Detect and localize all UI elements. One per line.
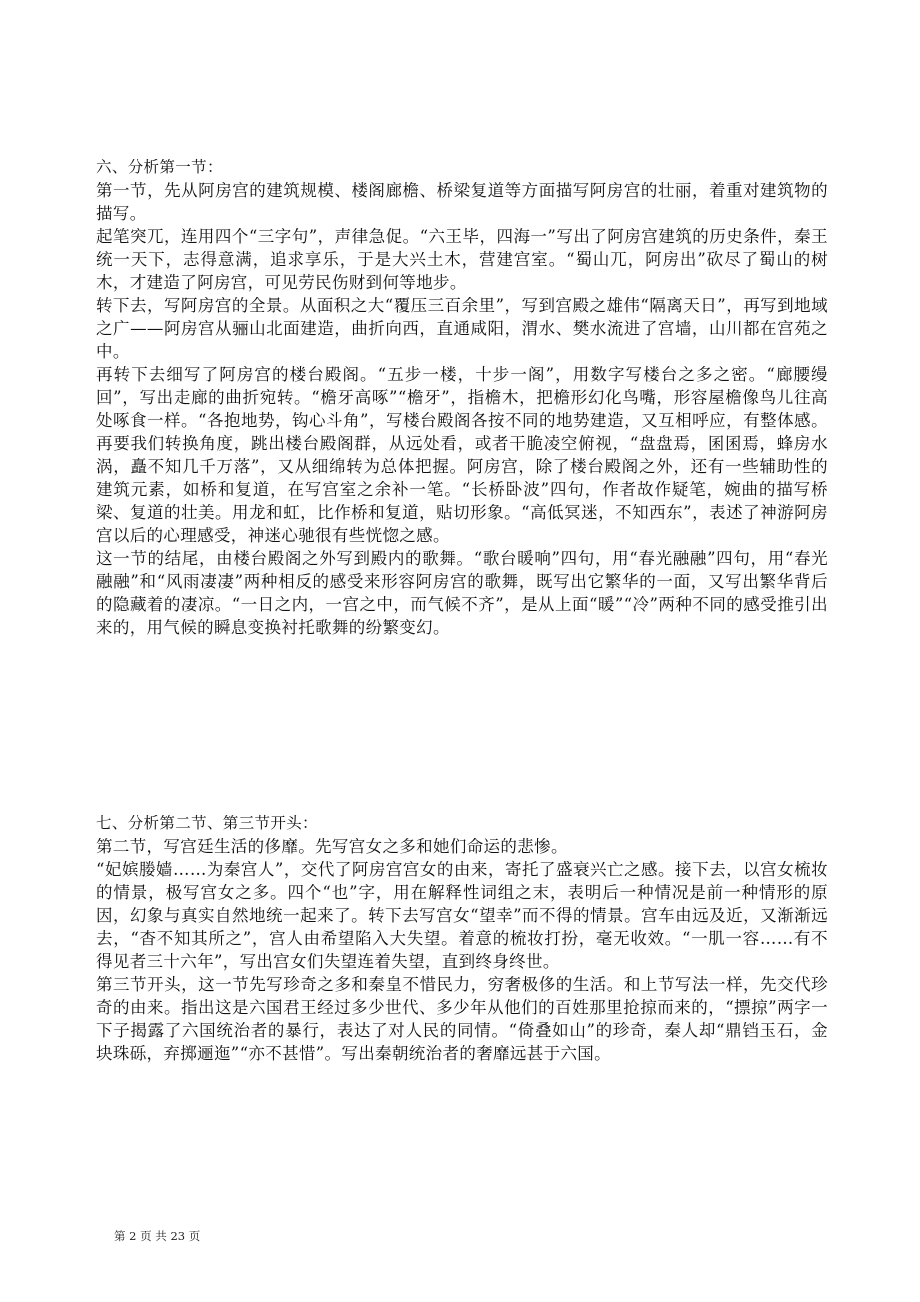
- section-six-heading: 六、分析第一节：: [96, 158, 223, 176]
- page-footer: 第 2 页 共 23 页: [114, 1229, 201, 1243]
- section-six-paragraph: 起笔突兀，连用四个“三字句”，声律急促。“六王毕，四海一”写出了阿房宫建筑的历史条件，秦王统一天下，志得意满，追求享乐，于是大兴土木，营建宫室。“蜀山兀，阿房出”砍尽了蜀山的树木，才建造了阿房宫，可见劳民伤财到何等地步。: [96, 227, 828, 292]
- section-six-paragraph: 这一节的结尾，由楼台殿阁之外写到殿内的歌舞。“歌台暖响”四句，用“春光融融”四句，用“春光融融”和“风雨凄凄”两种相反的感受来形容阿房宫的歌舞，既写出它繁华的一面，又写出繁华背后的隐藏着的凄凉。“一日之内，一宫之中，而气候不齐”，是从上面“暖”“冷”两种不同的感受推引出来的，用气候的瞬息变换衬托歌舞的纷繁变幻。: [96, 549, 828, 637]
- section-six-paragraph: 转下去，写阿房宫的全景。从面积之大“覆压三百余里”，写到宫殿之雄伟“隔离天日”，再写到地域之广——阿房宫从骊山北面建造，曲折向西，直通咸阳，渭水、樊水流进了宫墙，山川都在宫苑之中。: [96, 296, 828, 361]
- section-seven-paragraph: “妃嫔媵嫱……为秦宫人”，交代了阿房宫宫女的由来，寄托了盛衰兴亡之感。接下去，以宫女梳妆的情景，极写宫女之多。四个“也”字，用在解释性词组之末，表明后一种情况是前一种情形的原因，幻象与真实自然地统一起来了。转下去写宫女“望幸”而不得的情景。宫车由远及近，又渐渐远去，“杳不知其所之”，宫人由希望陷入大失望。着意的梳妆打扮，毫无收效。“一肌一容……有不得见者三十六年”，写出宫女们失望连着失望，直到终身终世。: [96, 860, 828, 971]
- section-seven-paragraph: 第二节，写宫廷生活的侈靡。先写宫女之多和她们命运的悲惨。: [96, 837, 568, 856]
- section-six-paragraph: 再转下去细写了阿房宫的楼台殿阁。“五步一楼，十步一阁”，用数字写楼台之多之密。“廊腰缦回”，写出走廊的曲折宛转。“檐牙高啄”“檐牙”，指檐木，把檐形幻化鸟嘴，形容屋檐像鸟儿往高处啄食一样。“各抱地势，钩心斗角”，写楼台殿阁各按不同的地势建造，又互相呼应，有整体感。再要我们转换角度，跳出楼台殿阁群，从远处看，或者干脆凌空俯视，“盘盘焉，囷囷焉，蜂房水涡，矗不知几千万落”，又从细绵转为总体把握。阿房宫，除了楼台殿阁之外，还有一些辅助性的建筑元素，如桥和复道，在写宫室之余补一笔。“长桥卧波”四句，作者故作疑笔，婉曲的描写桥梁、复道的壮美。用龙和虹，比作桥和复道，贴切形象。“高低冥迷，不知西东”，表述了神游阿房宫以后的心理感受，神迷心驰很有些恍惚之感。: [96, 365, 828, 545]
- section-seven: [96, 812, 828, 1065]
- section-seven-paragraph: 第三节开头，这一节先写珍奇之多和秦皇不惜民力，穷奢极侈的生活。和上节写法一样，先交代珍奇的由来。指出这是六国君王经过多少世代、多少年从他们的百姓那里抢掠而来的，“摽掠”两字一下子揭露了六国统治者的暴行，表达了对人民的同情。“倚叠如山”的珍奇，秦人却“鼎铛玉石，金块珠砾，弃掷逦迤”“亦不甚惜”。写出秦朝统治者的奢靡远甚于六国。: [96, 975, 828, 1063]
- section-six: [96, 156, 828, 639]
- section-seven-heading: 七、分析第二节、第三节开头：: [96, 814, 318, 832]
- section-six-paragraph: 第一节，先从阿房宫的建筑规模、楼阁廊檐、桥梁复道等方面描写阿房宫的壮丽，着重对建筑物的描写。: [96, 181, 828, 223]
